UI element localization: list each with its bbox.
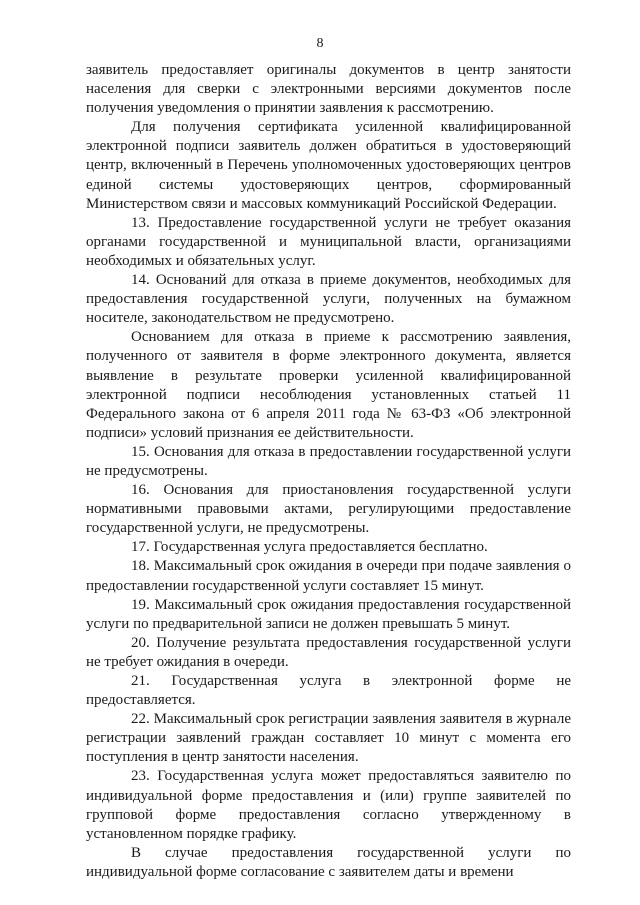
paragraph: 20. Получение результата предоставления государственной услуги не требует ожидания в очереди. xyxy=(86,634,571,670)
paragraph: Для получения сертификата усиленной квалифицированной электронной подписи заявитель должен обратиться в удостоверяющий центр, включенный в Перечень уполномоченных удостоверяющих центров единой системы удостоверяющих центров, сформированный Министерством связи и массовых коммуникаций Российской Федерации. xyxy=(86,119,571,212)
paragraph: 23. Государственная услуга может предоставляться заявителю по индивидуальной форме предоставления и (или) группе заявителей по групповой форме предоставления согласно утвержденному в установленном порядке графику. xyxy=(86,768,571,842)
paragraph: 21. Государственная услуга в электронной форме не предоставляется. xyxy=(86,673,571,709)
paragraph: 15. Основания для отказа в предоставлении государственной услуги не предусмотрены. xyxy=(86,443,571,479)
paragraph: 17. Государственная услуга предоставляется бесплатно. xyxy=(131,539,488,556)
paragraph: Основанием для отказа в приеме к рассмотрению заявления, полученного от заявителя в форме электронного документа, является выявление в результате проверки усиленной квалифицированной электронной подписи несоблюдения установленных статьей 11 Федерального закона от 6 апреля 2011 года № 63-ФЗ «Об электронной подписи» условий признания ее действительности. xyxy=(86,329,571,441)
paragraph: 16. Основания для приостановления государственной услуги нормативными правовыми актами, регулирующими предоставление государственной услуги, не предусмотрены. xyxy=(86,482,571,537)
paragraph: 19. Максимальный срок ожидания предоставления государственной услуги по предварительной записи не должен превышать 5 минут. xyxy=(86,596,571,632)
paragraph: 13. Предоставление государственной услуги не требует оказания органами государственной и муниципальной власти, организациями необходимых и обязательных услуг. xyxy=(86,214,571,269)
document-body xyxy=(86,61,571,882)
paragraph: 14. Оснований для отказа в приеме документов, необходимых для предоставления государственной услуги, полученных на бумажном носителе, законодательством не предусмотрено. xyxy=(86,272,571,327)
page-number: 8 xyxy=(316,36,324,51)
paragraph: В случае предоставления государственной услуги по индивидуальной форме согласование с заявителем даты и времени xyxy=(86,844,571,880)
paragraph: 22. Максимальный срок регистрации заявления заявителя в журнале регистрации заявлений граждан составляет 10 минут с момента его поступления в центр занятости населения. xyxy=(86,711,571,766)
paragraph: 18. Максимальный срок ожидания в очереди при подаче заявления о предоставлении государственной услуги составляет 15 минут. xyxy=(86,558,571,594)
paragraph: заявитель предоставляет оригиналы документов в центр занятости населения для сверки с электронными версиями документов после получения уведомления о принятии заявления к рассмотрению. xyxy=(86,62,571,117)
